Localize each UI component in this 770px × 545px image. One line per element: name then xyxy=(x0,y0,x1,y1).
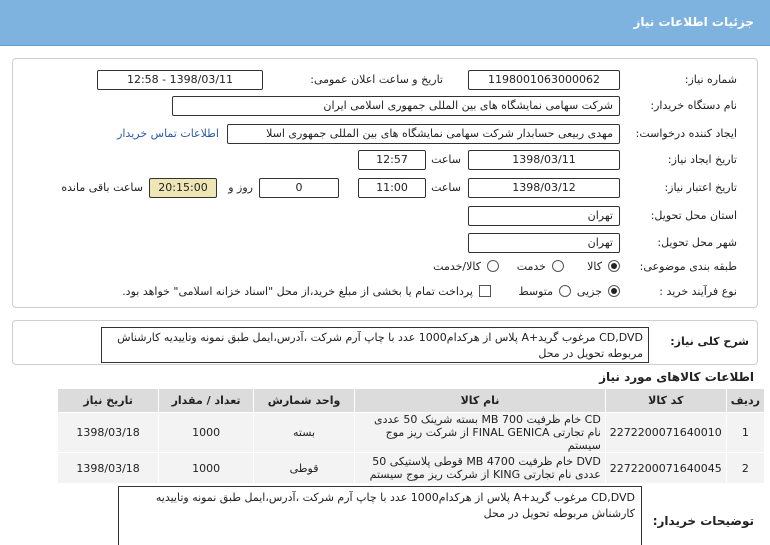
items-section-title: اطلاعات کالاهای مورد نیاز xyxy=(599,370,754,384)
col-qty-header: تعداد / مقدار xyxy=(159,389,254,413)
need-summary-text: CD,DVD مرغوب گرید+A پلاس از هرکدام1000 عدد با چاپ آرم شرکت ،آدرس،ایمل طبق نمونه وتاییدیه کارشناش مربوطه تحویل در محل xyxy=(101,327,649,363)
category-goods-service-radio[interactable] xyxy=(487,260,499,272)
cell-code: 2272200071640010 xyxy=(605,413,726,453)
buyer-org-label: نام دستگاه خریدار: xyxy=(650,99,737,112)
category-label: طبقه بندی موضوعی: xyxy=(639,260,737,273)
city-field[interactable]: تهران xyxy=(468,233,620,253)
need-summary-label: شرح کلی نیاز: xyxy=(670,335,749,348)
category-goods-radio[interactable] xyxy=(608,260,620,272)
cell-qty: 1000 xyxy=(159,413,254,453)
col-row-header: ردیف xyxy=(726,389,764,413)
province-label: استان محل تحویل: xyxy=(650,209,737,222)
col-name-header: نام کالا xyxy=(355,389,606,413)
process-partial-label: جزیی xyxy=(576,285,602,298)
need-info-panel xyxy=(12,58,758,308)
requester-label: ایجاد کننده درخواست: xyxy=(635,127,737,140)
buyer-org-field[interactable]: شرکت سهامی نمایشگاه های بین المللی جمهوری اسلامی ایران xyxy=(172,96,620,116)
cell-qty: 1000 xyxy=(159,453,254,484)
col-date-header: تاریخ نیاز xyxy=(58,389,159,413)
remaining-time-field[interactable]: 20:15:00 xyxy=(149,178,217,198)
city-label: شهر محل تحویل: xyxy=(657,236,737,249)
need-number-label: شماره نیاز: xyxy=(684,73,737,86)
category-goods-service-label: کالا/خدمت xyxy=(433,260,481,273)
treasury-payment-note: پرداخت تمام یا بخشی از مبلغ خرید،از محل "اسناد خزانه اسلامی" خواهد بود. xyxy=(122,285,473,298)
remaining-time-label: ساعت باقی مانده xyxy=(61,181,143,194)
process-label: نوع فرآیند خرید : xyxy=(659,285,737,298)
cell-row: 2 xyxy=(726,453,764,484)
created-time-field[interactable]: 12:57 xyxy=(358,150,426,170)
col-unit-header: واحد شمارش xyxy=(253,389,354,413)
table-header-row xyxy=(58,389,765,413)
need-number-field[interactable]: 1198001063000062 xyxy=(468,70,620,90)
valid-date-label: تاریخ اعتبار نیاز: xyxy=(664,181,737,194)
buyer-desc-text: CD,DVD مرغوب گرید+A پلاس از هرکدام1000 عدد با چاپ آرم شرکت ،آدرس،ایمل طبق نمونه وتاییدیه کارشناش مربوطه تحویل در محل xyxy=(118,486,642,545)
cell-date: 1398/03/18 xyxy=(58,413,159,453)
announce-label: تاریخ و ساعت اعلان عمومی: xyxy=(310,73,443,86)
days-label: روز و xyxy=(228,181,253,194)
process-partial-radio[interactable] xyxy=(608,285,620,297)
province-field[interactable]: تهران xyxy=(468,206,620,226)
title-bar xyxy=(0,0,770,46)
created-date-label: تاریخ ایجاد نیاز: xyxy=(667,153,737,166)
category-goods-label: کالا xyxy=(587,260,602,273)
created-time-label: ساعت xyxy=(431,153,461,166)
process-medium-label: متوسط xyxy=(518,285,553,298)
cell-unit: قوطی xyxy=(253,453,354,484)
created-date-field[interactable]: 1398/03/11 xyxy=(468,150,620,170)
valid-time-field[interactable]: 11:00 xyxy=(358,178,426,198)
cell-name: DVD خام ظرفیت 4700 MB قوطی پلاستیکی 50 عددی نام تجارتی KING از شرکت ریز موج سیستم xyxy=(355,453,606,484)
col-code-header: کد کالا xyxy=(605,389,726,413)
remaining-days-field[interactable]: 0 xyxy=(259,178,339,198)
requester-field[interactable]: مهدی ربیعی حسابدار شرکت سهامی نمایشگاه های بین المللی جمهوری اسلا xyxy=(227,124,620,144)
category-service-label: خدمت xyxy=(516,260,546,273)
table-row[interactable] xyxy=(58,413,765,453)
need-summary-box xyxy=(12,320,758,365)
cell-date: 1398/03/18 xyxy=(58,453,159,484)
process-medium-radio[interactable] xyxy=(559,285,571,297)
treasury-payment-checkbox[interactable] xyxy=(479,285,491,297)
table-row[interactable] xyxy=(58,453,765,484)
valid-time-label: ساعت xyxy=(431,181,461,194)
announce-datetime-field[interactable]: 1398/03/11 - 12:58 xyxy=(97,70,263,90)
cell-row: 1 xyxy=(726,413,764,453)
cell-unit: بسته xyxy=(253,413,354,453)
cell-name: CD خام ظرفیت 700 MB بسته شرینک 50 عددی نام تجارتی FINAL GENICA از شرکت ریز موج سیستم xyxy=(355,413,606,453)
items-table xyxy=(57,388,765,484)
category-service-radio[interactable] xyxy=(552,260,564,272)
buyer-desc-label: توضیحات خریدار: xyxy=(652,514,754,528)
valid-date-field[interactable]: 1398/03/12 xyxy=(468,178,620,198)
cell-code: 2272200071640045 xyxy=(605,453,726,484)
page-title: جزئیات اطلاعات نیاز xyxy=(633,15,754,29)
contact-info-link[interactable]: اطلاعات تماس خریدار xyxy=(117,127,219,140)
